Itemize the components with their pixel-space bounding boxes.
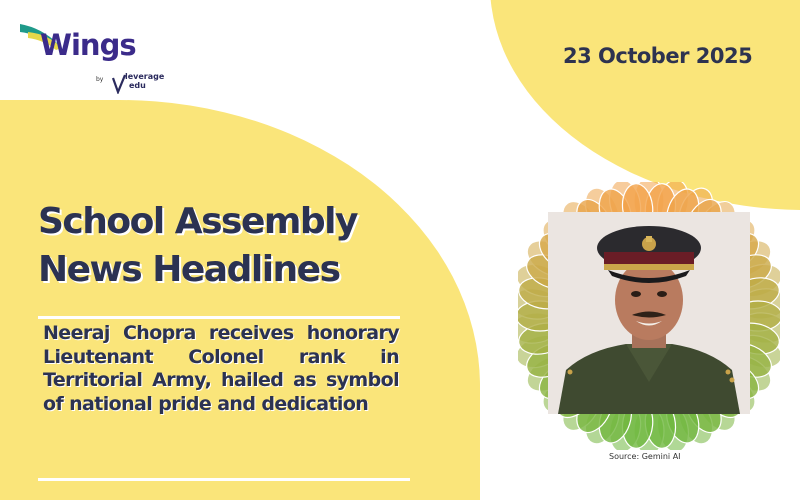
yellow-shape-left (0, 100, 480, 500)
leverage-edu-logo (112, 72, 172, 94)
date-label: 23 October 2025 (563, 44, 753, 68)
divider-top (38, 316, 400, 319)
leverage-edu-check-icon (112, 74, 126, 94)
title-line-2: News Headlines (38, 249, 340, 290)
officer-portrait (548, 212, 750, 414)
news-photo (548, 212, 750, 414)
brand-by: by (96, 76, 104, 83)
headline-text: Neeraj Chopra receives honorary Lieutenant Colonel rank in Territorial Army, hailed as symbol of national pride and dedication (43, 322, 399, 415)
brand-name: Wings (40, 28, 136, 62)
divider-bottom (38, 478, 410, 481)
brand-partner-line2: edu (129, 81, 146, 90)
page-title (38, 198, 418, 294)
yellow-shape-top-right (490, 0, 800, 210)
title-line-1: School Assembly (38, 201, 357, 242)
brand-partner-line1: leverage (125, 72, 165, 81)
image-source: Source: Gemini AI (609, 452, 681, 461)
